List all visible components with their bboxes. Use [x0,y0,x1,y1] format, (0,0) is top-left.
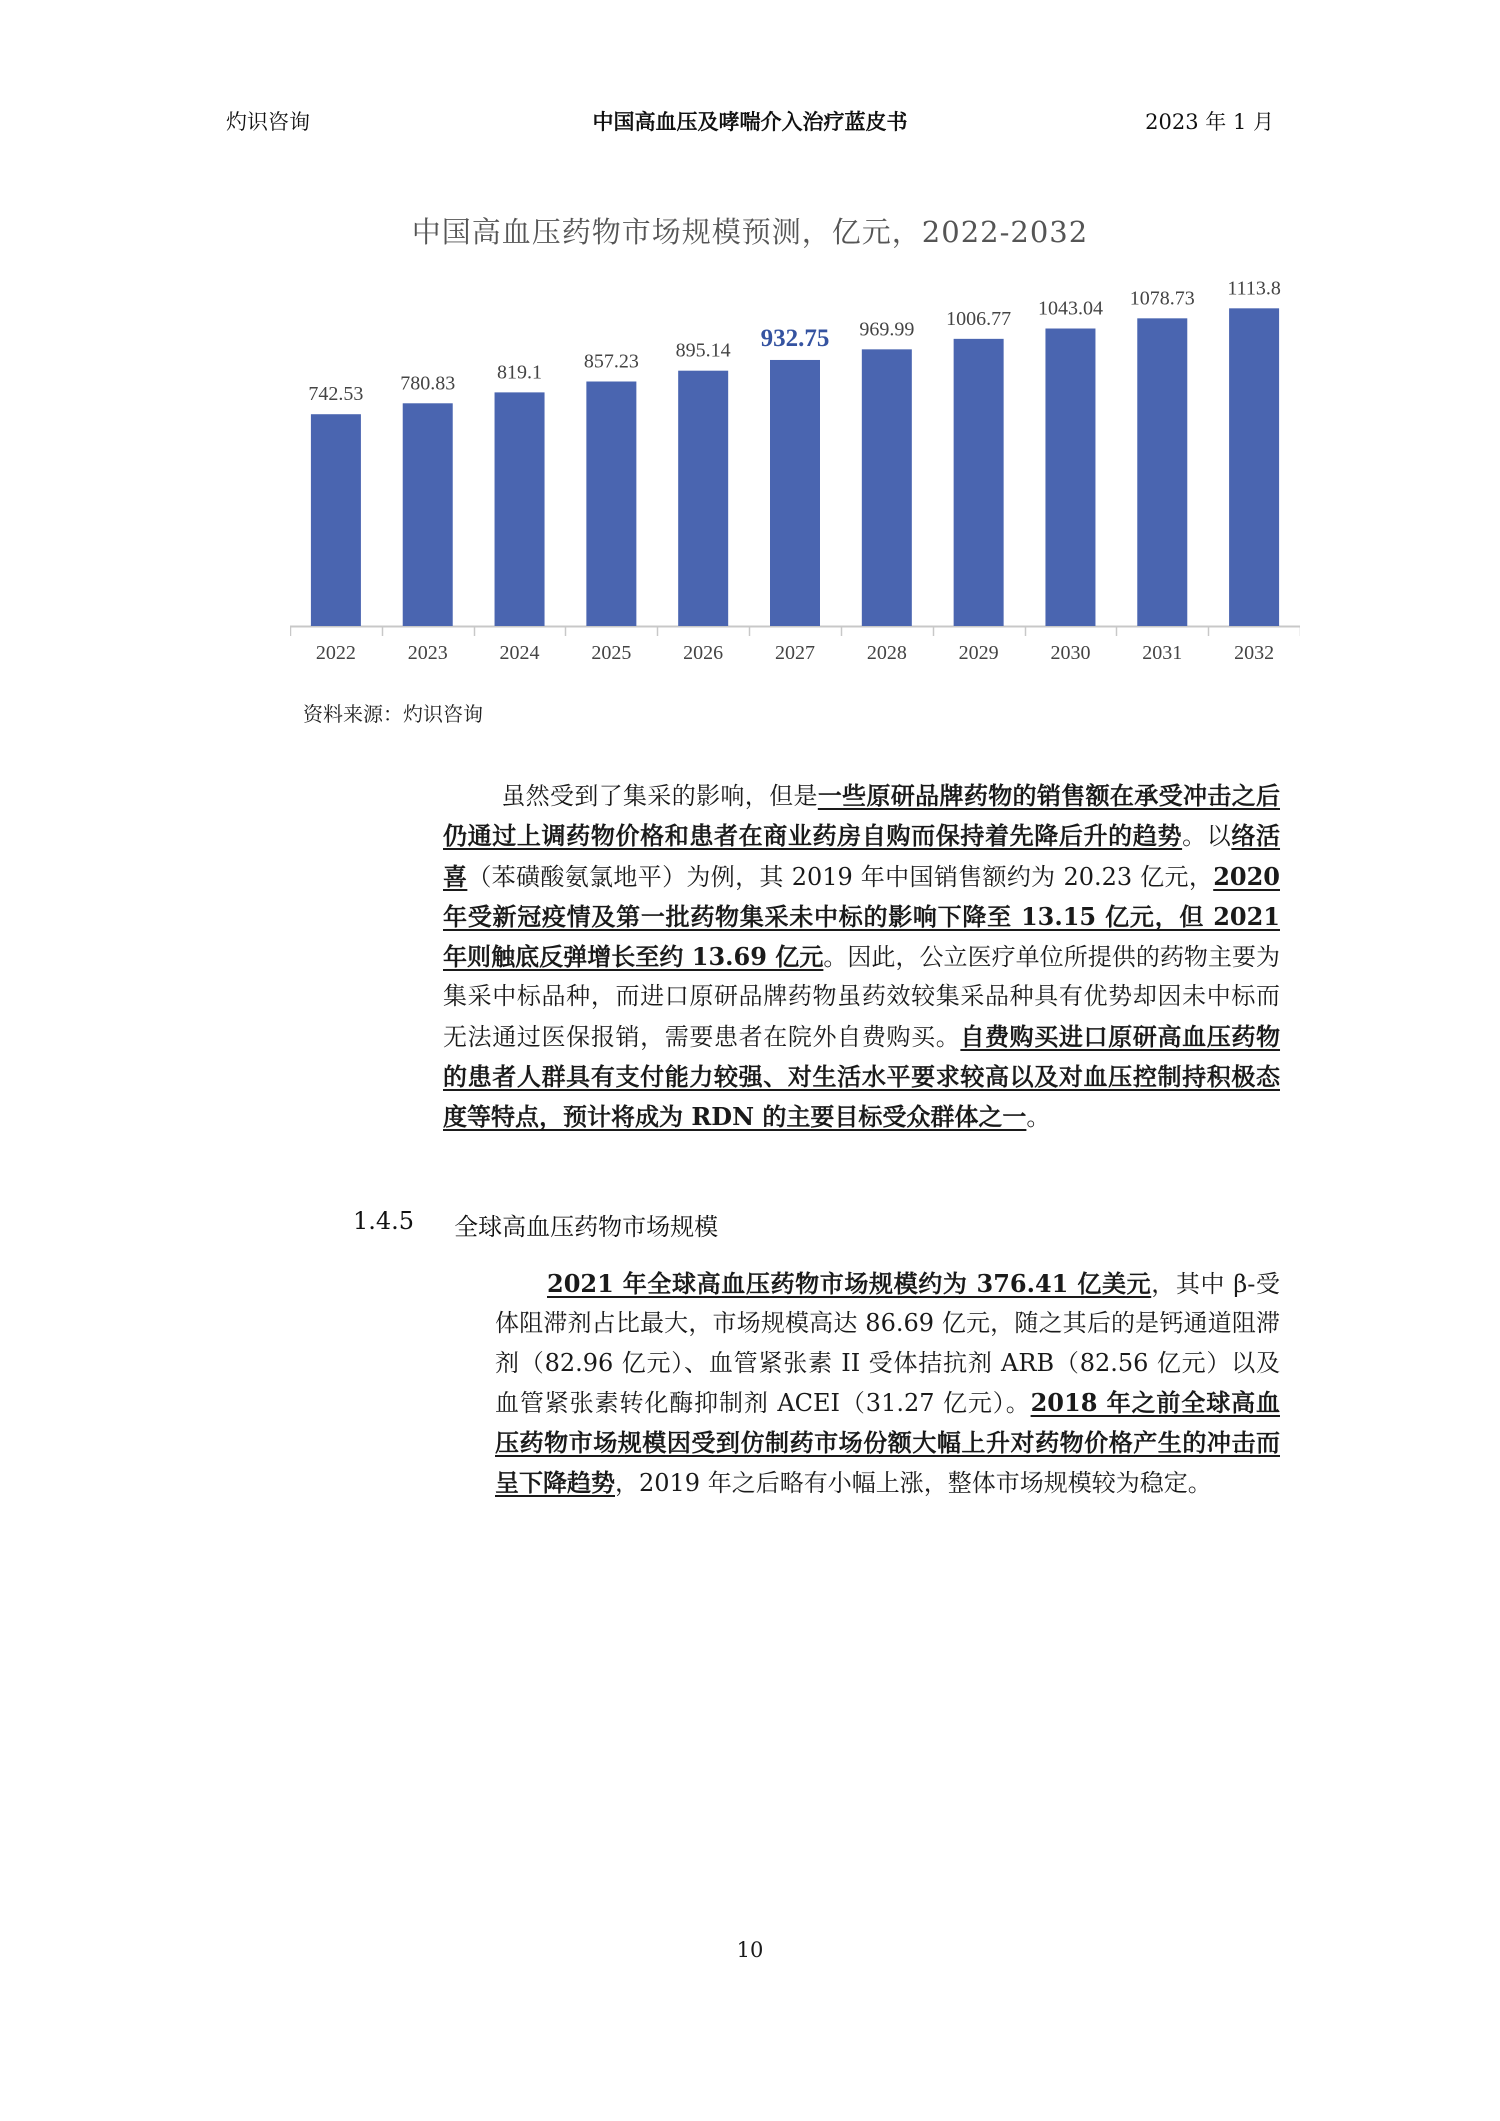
data-label-2024: 819.1 [497,361,543,384]
data-label-2031: 1078.73 [1129,287,1195,310]
p1-text-5: 。 [1026,1103,1051,1132]
section-number: 1.4.5 [353,1207,415,1235]
x-tick-label-2022: 2022 [315,642,356,664]
p1-highlight-3: 自费购买进口原研高血压药物的患者人群具有支付能力较强、对生活水平要求较高以及对血压控制持积极态度等特点，预计将成为 RDN 的主要目标受众群体之一 [443,1021,1281,1132]
bar-2028 [862,349,912,626]
x-tick-label-2031: 2031 [1142,642,1183,664]
data-label-2023: 780.83 [400,372,456,395]
x-tick-label-2023: 2023 [407,642,448,664]
x-tick-label-2026: 2026 [683,642,724,664]
x-tick-label-2028: 2028 [866,642,907,664]
p2-text-2: ，2019 年之后略有小幅上涨，整体市场规模较为稳定。 [615,1469,1212,1498]
x-tick-label-2027: 2027 [775,642,815,664]
x-tick-label-2030: 2030 [1050,642,1091,664]
x-tick-label-2029: 2029 [958,642,999,664]
x-tick-label-2025: 2025 [591,642,632,664]
header-org: 灼识咨询 [226,110,310,134]
p2-highlight-2: 2018 年之前全球高血压药物市场规模因受到仿制药市场份额大幅上升对药物价格产生的冲击而呈下降趋势 [495,1387,1280,1498]
data-label-2028: 969.99 [859,318,915,341]
section-heading [353,1207,718,1242]
chart-title: 中国高血压药物市场规模预测，亿元，2022-2032 [411,215,1089,249]
x-tick-label-2032: 2032 [1234,642,1275,664]
paragraph-global-market [495,1264,1280,1504]
bar-2032 [1229,308,1279,626]
bar-2023 [403,403,453,626]
page-number: 10 [736,1938,764,1962]
p1-text-3: （苯磺酸氨氯地平）为例，其 2019 年中国销售额约为 20.23 亿元， [467,862,1214,891]
chart-source: 资料来源：灼识咨询 [303,702,483,726]
header-date: 2023 年 1 月 [1145,110,1274,134]
p1-highlight-2: 2020 年受新冠疫情及第一批药物集采未中标的影响下降至 13.15 亿元，但 2021 年则触底反弹增长至约 13.69 亿元 [443,861,1280,972]
x-tick-label-2024: 2024 [499,642,540,664]
p2-highlight-1: 2021 年全球高血压药物市场规模约为 376.41 亿美元 [547,1269,1152,1298]
bar-2024 [495,392,545,626]
p1-text-1: 虽然受到了集采的影响，但是 [501,782,818,810]
bar-2029 [954,339,1004,626]
data-label-2029: 1006.77 [946,307,1012,330]
bar-2026 [678,371,728,626]
data-label-2032: 1113.8 [1227,277,1281,300]
bar-2025 [586,382,636,626]
header-title: 中国高血压及哮喘介入治疗蓝皮书 [592,109,908,134]
data-label-2026: 895.14 [675,339,731,362]
bar-2022 [311,414,361,626]
p2-text-1: ，其中 β-受体阻滞剂占比最大，市场规模高达 86.69 亿元，随之其后的是钙通道阻滞剂（82.96 亿元）、血管紧张素 II 受体拮抗剂 ARB（82.56 亿元）以及血管紧张素转化酶抑制剂 ACEI（31.27 亿元）。 [495,1270,1280,1417]
bar-2027 [770,360,820,626]
section-title: 全球高血压药物市场规模 [454,1213,719,1241]
data-label-2030: 1043.04 [1037,297,1103,320]
bar-2031 [1137,318,1187,626]
p1-text-2: 。以 [1182,822,1232,851]
data-label-2027: 932.75 [760,324,830,352]
p1-highlight-1: 一些原研品牌药物的销售额在承受冲击之后仍通过上调药物价格和患者在商业药房自购而保持着先降后升的趋势 [443,781,1280,851]
bar-2030 [1045,329,1095,626]
bar-chart [290,275,1300,675]
paragraph-domestic-market [443,776,1280,1138]
data-label-2022: 742.53 [308,383,364,406]
data-label-2025: 857.23 [583,350,639,373]
p1-highlight-brand: 络活喜 [443,821,1281,891]
p1-text-4: 。因此，公立医疗单位所提供的药物主要为集采中标品种，而进口原研品牌药物虽药效较集采品种具有优势却因未中标而无法通过医保报销，需要患者在院外自费购买。 [443,943,1280,1051]
